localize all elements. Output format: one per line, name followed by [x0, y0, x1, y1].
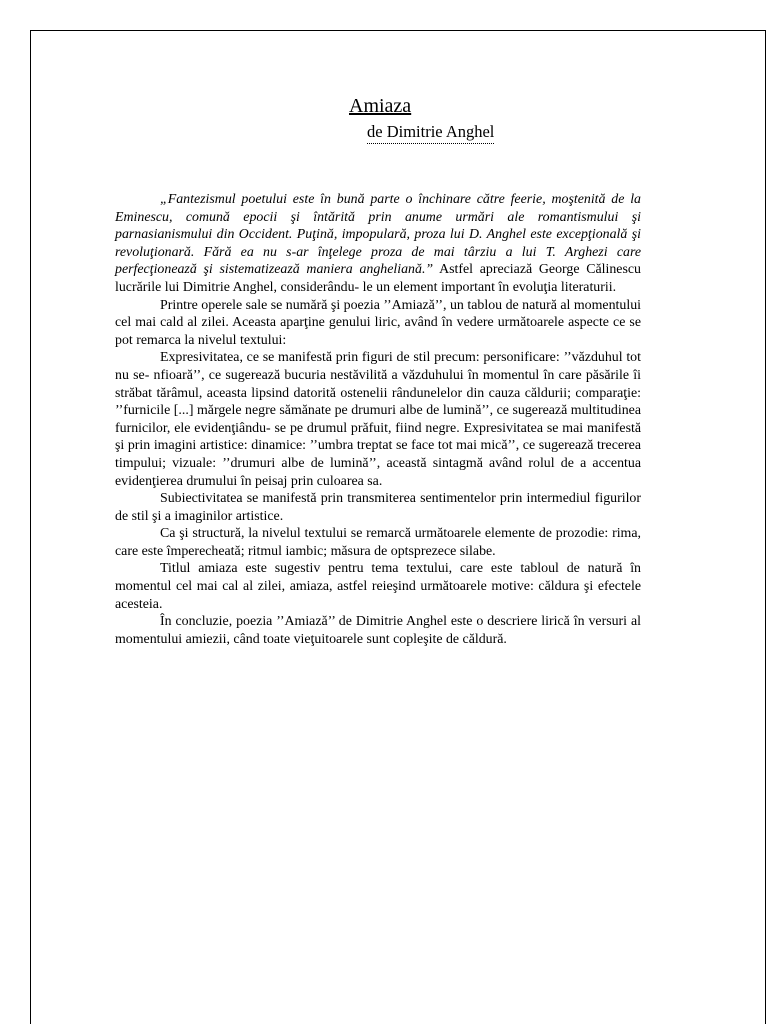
document-title: Amiaza [349, 95, 412, 117]
paragraph-expressivity: Expresivitatea, ce se manifestă prin figuri de stil precum: personificare: ’’văzduhul tot nu se- nfioară’’, ce sugerează bucuria nestăvilită a văzduhului în momentul în care păsările îi străbat tărâmul, aceasta lipsind datorită ostenelii rândunelelor din cauza căldurii; comparaţie: ’’furnicile [...] mărgele negre sămănate pe drumuri albe de lumină’’, ce sugerează multitudinea furnicilor, ele evidenţiându- se pe drumul prăfuit, fiind negre. Expresivitatea se mai manifestă şi prin imagini artistice: dinamice: ’’umbra treptat se face tot mai mică’’, ce sugerează trecerea timpului; vizuale: ’’drumuri albe de lumină’’, această sintagmă având rolul de a accentua evidenţierea drumului în peisaj prin culoarea sa. [115, 350, 641, 489]
paragraph-conclusion: În concluzie, poezia ’’Amiază’’ de Dimitrie Anghel este o descriere lirică în versuri al momentului amiezii, când toate vieţuitoarele sunt copleşite de căldură. [115, 614, 641, 647]
document-body [115, 191, 641, 648]
intro-paragraph [115, 191, 641, 297]
paragraph-subjectivity: Subiectivitatea se manifestă prin transmiterea sentimentelor prin intermediul figurilor de stil şi a imaginilor artistice. [115, 491, 641, 524]
paragraph-structure: Ca şi structură, la nivelul textului se remarcă următoarele elemente de prozodie: rima, care este împerecheată; ritmul iambic; măsura de optsprezece silabe. [115, 526, 641, 559]
document-author: de Dimitrie Anghel [367, 121, 494, 144]
calinescu-quote: „Fantezismul poetului este în bună parte o închinare către feerie, moştenită de la Eminescu, comună epocii şi întărită prin anume urmări ale romantismului şi parnasianismului din Occident. Puţină, impopulară, proza lui D. Anghel este excepţională şi revoluţionară. Fără ea nu s-ar înţelege proza de mai târziu a lui T. Arghezi care perfecţionează şi sistematizează maniera angheliană.” [115, 192, 641, 278]
paragraph-works: Printre operele sale se numără şi poezia ’’Amiază’’, un tablou de natură al momentului cel mai cald al zilei. Aceasta aparţine genului liric, având în vedere următoarele aspecte ce se pot remarca la nivelul textului: [115, 297, 641, 348]
paragraph-title: Titlul amiaza este sugestiv pentru tema textului, care este tabloul de natură în momentul cel mai cal al zilei, amiaza, astfel reieşind următoarele motive: căldura şi efectele acesteia. [115, 561, 641, 612]
quote-attribution: Astfel apreciază George Călinescu lucrările lui Dimitrie Anghel, considerându- le un element important în evoluţia literaturii. [115, 262, 641, 295]
